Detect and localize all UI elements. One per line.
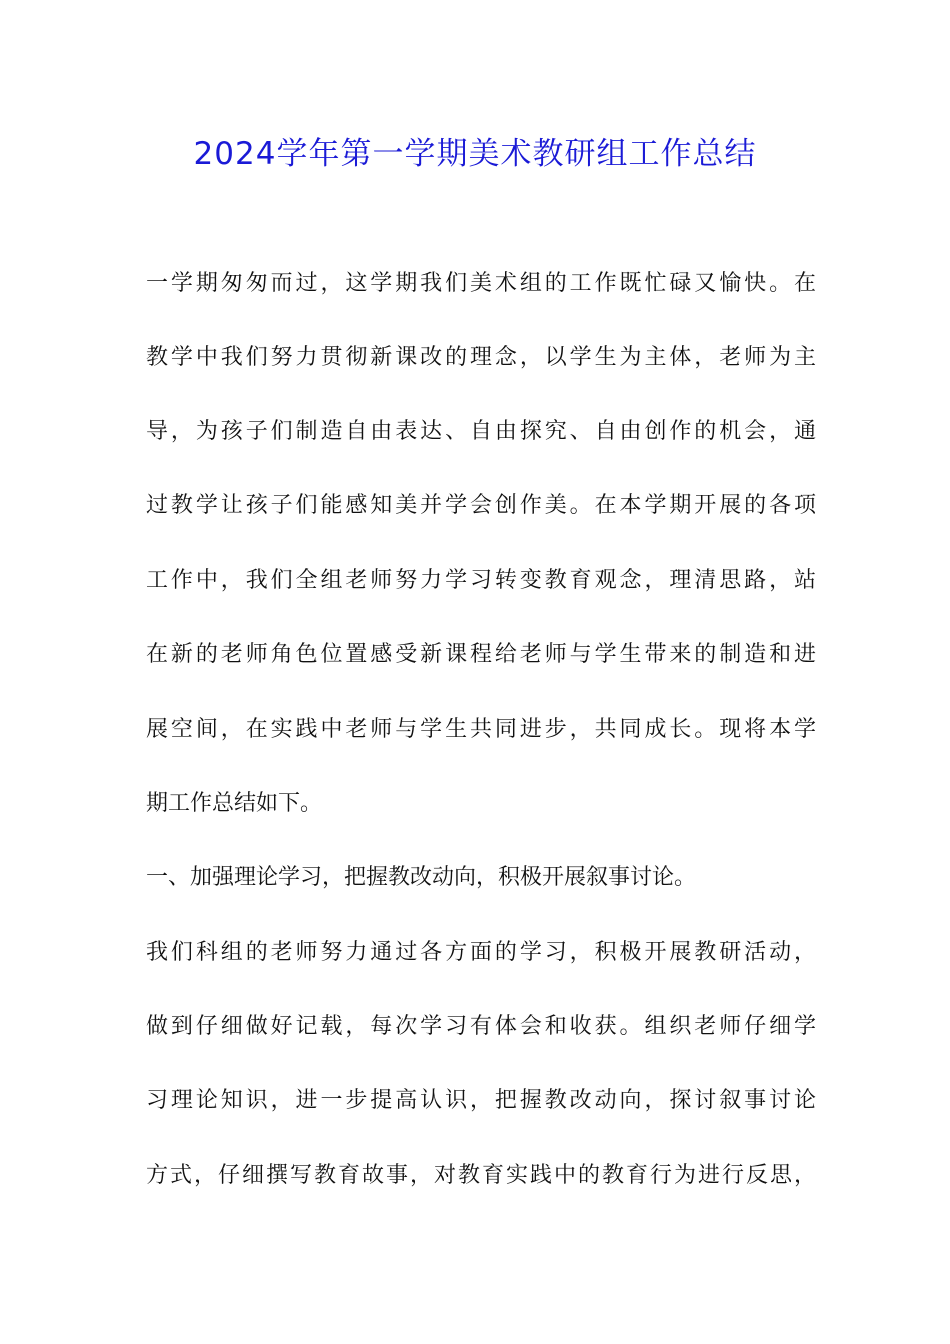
document-title: 2024学年第一学期美术教研组工作总结 — [193, 136, 757, 172]
section-heading: 一、加强理论学习，把握教改动向，积极开展叙事讨论。 — [146, 865, 697, 890]
paragraph-line: 在新的老师角色位置感受新课程给老师与学生带来的制造和进 — [146, 642, 816, 667]
paragraph-line: 方式，仔细撰写教育故事，对教育实践中的教育行为进行反思， — [146, 1163, 816, 1188]
paragraph-line: 我们科组的老师努力通过各方面的学习，积极开展教研活动， — [146, 940, 816, 965]
paragraph-line: 过教学让孩子们能感知美并学会创作美。在本学期开展的各项 — [146, 493, 816, 518]
paragraph-line: 期工作总结如下。 — [146, 791, 323, 816]
paragraph-line: 工作中，我们全组老师努力学习转变教育观念，理清思路，站 — [146, 568, 816, 593]
paragraph-line: 做到仔细做好记载，每次学习有体会和收获。组织老师仔细学 — [146, 1014, 816, 1039]
paragraph-line: 教学中我们努力贯彻新课改的理念，以学生为主体，老师为主 — [146, 345, 816, 370]
paragraph-line: 一学期匆匆而过，这学期我们美术组的工作既忙碌又愉快。在 — [146, 271, 816, 296]
paragraph-line: 习理论知识，进一步提高认识，把握教改动向，探讨叙事讨论 — [146, 1088, 816, 1113]
paragraph-line: 导，为孩子们制造自由表达、自由探究、自由创作的机会，通 — [146, 419, 816, 444]
paragraph-line: 展空间，在实践中老师与学生共同进步，共同成长。现将本学 — [146, 717, 816, 742]
